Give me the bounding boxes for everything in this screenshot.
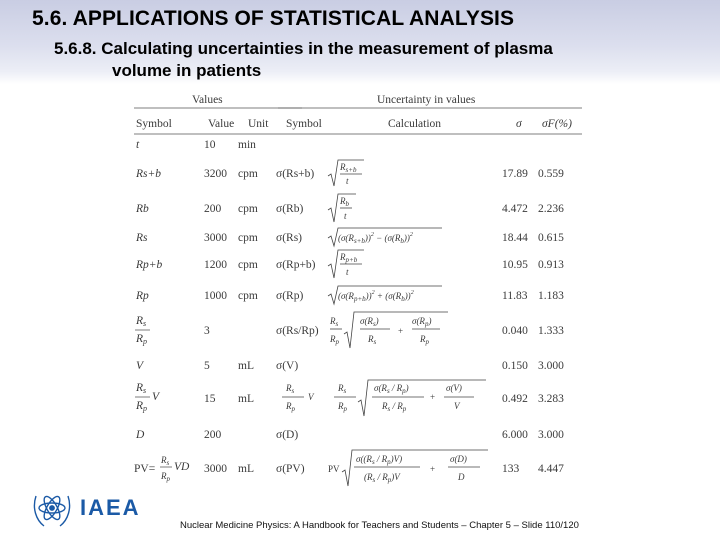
calc-plus: + (430, 392, 436, 402)
cell-sigma: 11.83 (502, 290, 528, 302)
subtitle-line-2: volume in patients (112, 61, 262, 80)
calc-num: $R_{s+b}$ (340, 162, 357, 174)
cell-unit: cpm (238, 290, 258, 302)
calc-den: $R_p$ (338, 401, 347, 413)
cell-symbol: Rb (136, 203, 149, 215)
cell-sigma-pct: 4.447 (538, 463, 564, 475)
cell-sigma: 4.472 (502, 203, 528, 215)
cell-sigma: 0.040 (502, 325, 528, 337)
col-unit: Unit (248, 118, 269, 130)
cell-sigma: 0.150 (502, 360, 528, 372)
cell-value: 200 (204, 203, 222, 215)
cell-value: 3000 (204, 232, 227, 244)
calc-den: t (346, 267, 349, 277)
subtitle-line-1: 5.6.8. Calculating uncertainties in the measurement of plasma (54, 39, 553, 58)
calc-num: $R_s$ (338, 383, 347, 395)
cell-symbol: Rp (136, 290, 149, 302)
uncertainty-table (130, 86, 588, 490)
cell-usymbol: σ(Rp) (276, 290, 304, 302)
cell-value: 10 (204, 139, 216, 151)
cell-usymbol: σ(V) (276, 360, 299, 372)
calc-sym-v: V (308, 392, 314, 402)
calc-den: $R_p$ (330, 334, 339, 346)
cell-symbol-den: Rp (136, 333, 148, 346)
cell-sigma-pct: 3.000 (538, 429, 564, 441)
col-usymbol: Symbol (286, 118, 322, 130)
cell-symbol-num: Rs (136, 382, 147, 395)
cell-unit: mL (238, 393, 254, 405)
group-header-uncertainty: Uncertainty in values (377, 94, 476, 106)
cell-usymbol: σ(Rb) (276, 203, 304, 215)
table-row (136, 360, 564, 372)
cell-sigma-pct: 2.236 (538, 203, 564, 215)
calc-term-1-den: $(R_s / R_p)V$ (364, 472, 400, 484)
cell-unit: mL (238, 463, 254, 475)
cell-sigma: 0.492 (502, 393, 528, 405)
calc-pv: PV (328, 464, 340, 474)
cell-symbol-vd: VD (174, 461, 190, 473)
table-row (134, 450, 564, 486)
cell-sigma: 6.000 (502, 429, 528, 441)
calc-expression: $(\sigma(R_{p+b}))^2 + (\sigma(R_b))^2$ (338, 290, 414, 303)
cell-symbol: Rp+b (136, 259, 163, 271)
cell-sigma-pct: 0.559 (538, 168, 564, 180)
cell-sigma: 133 (502, 463, 520, 475)
calc-term-1-num: $\sigma(R_s)$ (360, 316, 379, 328)
calc-term-2-den: $R_p$ (420, 334, 429, 346)
iaea-logo (30, 484, 162, 532)
cell-sigma-pct: 1.183 (538, 290, 564, 302)
calc-term-1-num: $\sigma((R_s / R_p)V)$ (356, 454, 403, 466)
cell-unit: cpm (238, 203, 258, 215)
col-sigma: σ (516, 118, 522, 130)
cell-sigma-pct: 0.913 (538, 259, 564, 271)
cell-usymbol: σ(PV) (276, 463, 305, 475)
cell-value: 3200 (204, 168, 227, 180)
table-row (135, 250, 564, 278)
table-row (135, 160, 564, 186)
cell-value: 3 (204, 325, 210, 337)
table-row (135, 380, 564, 416)
cell-unit: cpm (238, 232, 258, 244)
table-row (135, 228, 564, 246)
table-row (135, 286, 564, 304)
calc-plus: + (430, 464, 436, 474)
cell-value: 1200 (204, 259, 227, 271)
table-row (136, 139, 256, 151)
atom-emblem-icon (34, 494, 69, 526)
col-symbol: Symbol (136, 118, 172, 130)
cell-usymbol: σ(Rs) (276, 232, 303, 244)
cell-unit: cpm (238, 168, 258, 180)
cell-symbol: Rs (136, 232, 148, 244)
cell-sigma-pct: 1.333 (538, 325, 564, 337)
table-row (135, 429, 564, 441)
cell-sigma: 10.95 (502, 259, 528, 271)
cell-sigma-pct: 3.000 (538, 360, 564, 372)
slide-footer: Nuclear Medicine Physics: A Handbook for Teachers and Students – Chapter 5 – Slide 110/120 (180, 520, 579, 531)
calc-den: t (346, 176, 349, 186)
calc-term-2-num: σ(V) (446, 383, 462, 393)
cell-symbol-v: V (152, 391, 160, 403)
calc-term-2-num: σ(D) (450, 454, 467, 464)
col-sigma-pct: σF(%) (542, 118, 572, 130)
cell-symbol: D (136, 429, 145, 441)
cell-usymbol: σ(Rp+b) (276, 259, 316, 271)
cell-sigma: 18.44 (502, 232, 528, 244)
cell-unit: min (238, 139, 256, 151)
col-value: Value (208, 118, 235, 130)
cell-value: 5 (204, 360, 210, 372)
slide-title: 5.6. APPLICATIONS OF STATISTICAL ANALYSIS (32, 7, 515, 30)
table-row (135, 194, 564, 222)
logo-text: IAEA (80, 495, 141, 520)
cell-unit: mL (238, 360, 254, 372)
cell-usymbol: σ(Rs/Rp) (276, 325, 319, 337)
cell-symbol-num: Rs (136, 315, 147, 328)
calc-den: t (344, 211, 347, 221)
calc-term-2-num: $\sigma(R_p)$ (412, 316, 432, 328)
table-row (135, 312, 564, 348)
cell-symbol-pv: PV= (134, 463, 156, 475)
calc-num: $R_b$ (340, 196, 349, 208)
cell-usymbol: σ(D) (276, 429, 299, 441)
cell-sigma: 17.89 (502, 168, 528, 180)
calc-expression: $(\sigma(R_{s+b}))^2 - (\sigma(R_b))^2$ (338, 232, 413, 245)
calc-sym-den: $R_p$ (286, 401, 295, 413)
cell-value: 200 (204, 429, 222, 441)
col-calculation: Calculation (388, 118, 442, 130)
cell-unit: cpm (238, 259, 258, 271)
calc-num: $R_{p+b}$ (340, 252, 358, 264)
slide-subtitle (54, 38, 694, 82)
calc-term-2-den: D (458, 472, 465, 482)
cell-symbol: Rs+b (136, 168, 162, 180)
cell-value: 15 (204, 393, 216, 405)
calc-sym-num: $R_s$ (286, 383, 295, 395)
calc-term-1-den: $R_s$ (368, 334, 377, 346)
group-header-values: Values (192, 94, 223, 106)
cell-sigma-pct: 0.615 (538, 232, 564, 244)
cell-usymbol: σ(Rs+b) (276, 168, 315, 180)
cell-symbol-den: Rp (136, 400, 148, 413)
cell-value: 1000 (204, 290, 227, 302)
cell-symbol: V (136, 360, 144, 372)
cell-value: 3000 (204, 463, 227, 475)
cell-symbol-den: $R_p$ (161, 471, 170, 483)
calc-term-1-num: $\sigma(R_s / R_p)$ (374, 383, 409, 395)
cell-symbol: t (136, 139, 140, 151)
cell-sigma-pct: 3.283 (538, 393, 564, 405)
calc-plus: + (398, 326, 404, 336)
calc-term-1-den: $R_s / R_p$ (382, 401, 407, 413)
calc-num: $R_s$ (330, 316, 339, 328)
calc-term-2-den: V (454, 401, 460, 411)
cell-symbol-num: $R_s$ (161, 455, 170, 467)
